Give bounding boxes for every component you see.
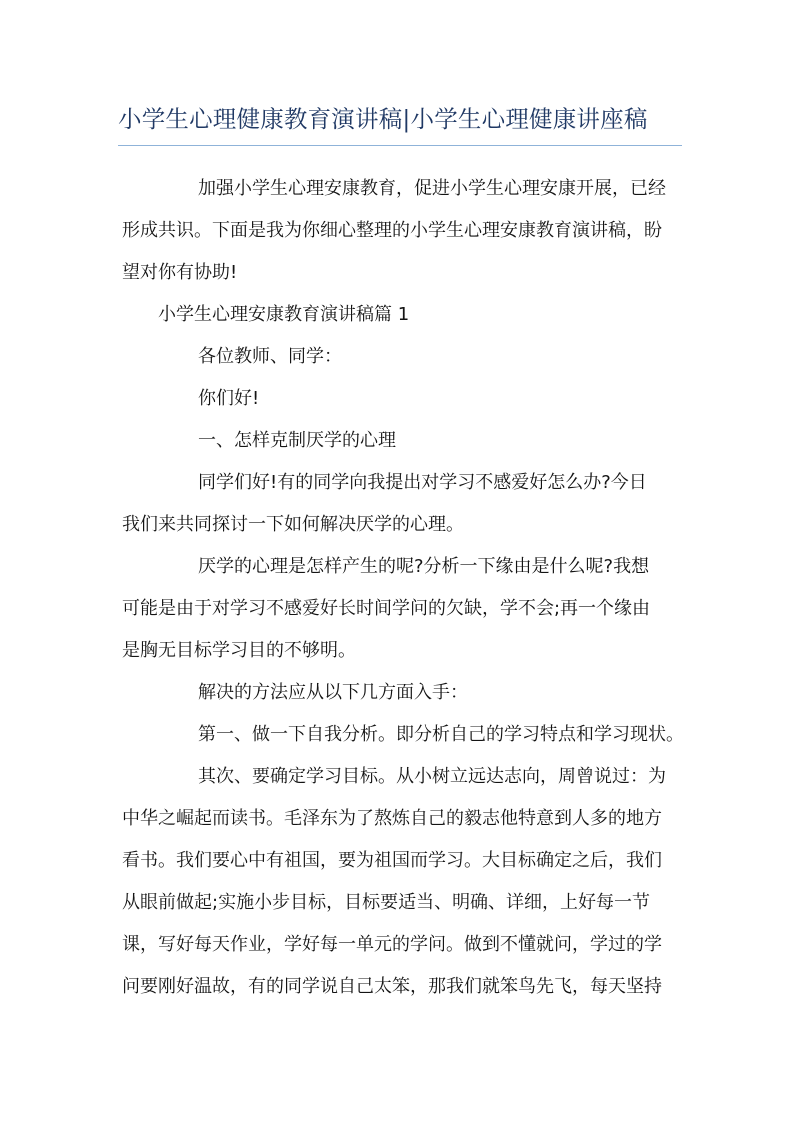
paragraph-line: 加强小学生心理安康教育，促进小学生心理安康开展，已经	[198, 178, 666, 199]
paragraph-line: 解决的方法应从以下几方面入手：	[198, 682, 468, 703]
paragraph-line: 问要刚好温故，有的同学说自己太笨，那我们就笨鸟先飞，每天坚持	[122, 976, 662, 997]
document-title: 小学生心理健康教育演讲稿|小学生心理健康讲座稿	[118, 105, 648, 133]
paragraph-line: 从眼前做起;实施小步目标，目标要适当、明确、详细，上好每一节	[122, 892, 651, 913]
paragraph-line: 厌学的心理是怎样产生的呢?分析一下缘由是什么呢?我想	[198, 556, 650, 577]
paragraph-line: 是胸无目标学习目的不够明。	[122, 640, 356, 661]
paragraph-line: 你们好!	[198, 388, 260, 409]
paragraph-line: 看书。我们要心中有祖国，要为祖国而学习。大目标确定之后，我们	[122, 850, 662, 871]
section-heading: 小学生心理安康教育演讲稿篇 1	[158, 304, 410, 325]
paragraph-line: 各位教师、同学：	[198, 346, 342, 367]
paragraph-line: 课，写好每天作业，学好每一单元的学问。做到不懂就问，学过的学	[122, 934, 662, 955]
paragraph-line: 可能是由于对学习不感爱好长时间学问的欠缺，学不会;再一个缘由	[122, 598, 651, 619]
title-divider	[118, 145, 682, 146]
paragraph-line: 同学们好!有的同学向我提出对学习不感爱好怎么办?今日	[198, 472, 647, 493]
paragraph-line: 第一、做一下自我分析。即分析自己的学习特点和学习现状。	[198, 724, 684, 745]
paragraph-line: 其次、要确定学习目标。从小树立远达志向，周曾说过：为	[198, 766, 666, 787]
paragraph-line: 望对你有协助!	[122, 262, 238, 283]
subheading: 一、怎样克制厌学的心理	[198, 430, 396, 451]
paragraph-line: 形成共识。下面是我为你细心整理的小学生心理安康教育演讲稿，盼	[122, 220, 662, 241]
paragraph-line: 我们来共同探讨一下如何解决厌学的心理。	[122, 514, 464, 535]
paragraph-line: 中华之崛起而读书。毛泽东为了熬炼自己的毅志他特意到人多的地方	[122, 808, 662, 829]
